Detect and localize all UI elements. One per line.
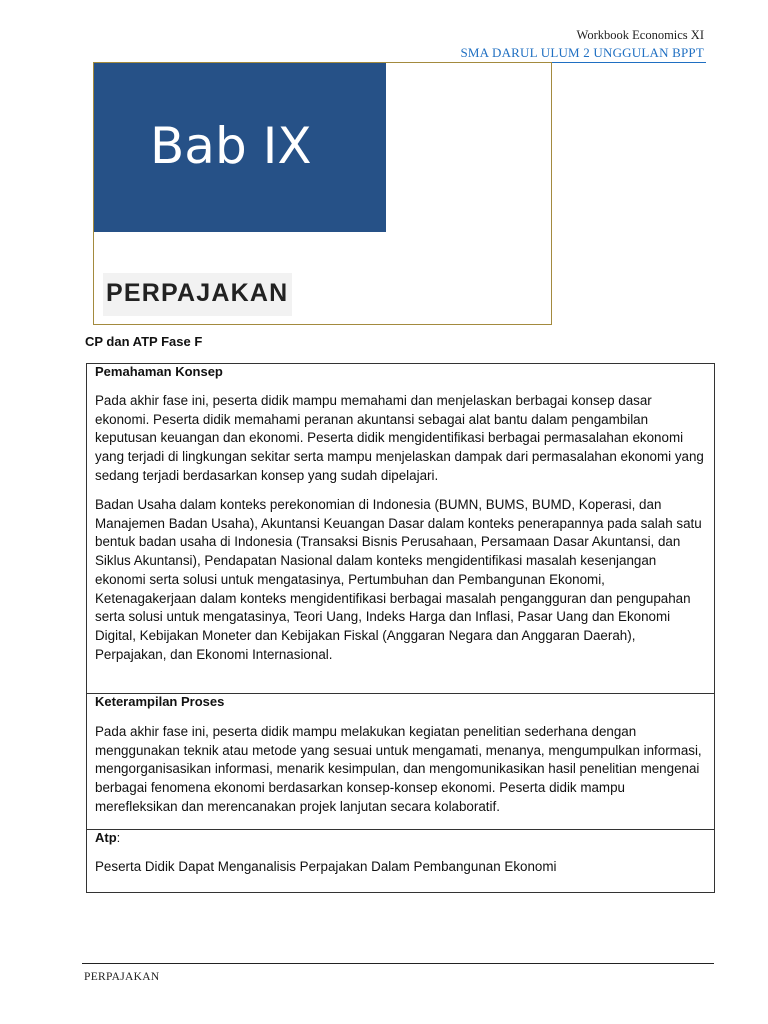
skills-paragraph: Pada akhir fase ini, peserta didik mampu melakukan kegiatan penelitian sederhana dengan menggunakan teknik atau metode yang sesuai untuk mengamati, menanya, mengumpulkan informasi, mengorganisasikan informasi, menarik kesimpulan, dan mengomunikasikan hasil penelitian mengenai berbagai fenomena ekonomi berdasarkan konsep-konsep ekonomi. Peserta didik mampu merefleksikan dan merencanakan projek lanjutan secara kolaboratif. <box>95 724 702 814</box>
chapter-title-block <box>94 63 386 232</box>
concept-box <box>86 363 715 694</box>
concept-paragraph-2: Badan Usaha dalam konteks perekonomian di Indonesia (BUMN, BUMS, BUMD, Koperasi, dan Manajemen Badan Usaha), Akuntansi Keuangan Dasar dalam konteks penerapannya pada salah satu bentuk badan usaha di Indonesia (Transaksi Bisnis Perusahaan, Persamaan Dasar Akuntansi, dan Siklus Akuntansi), Pendapatan Nasional dalam konteks mengidentifikasi masalah kesenjangan ekonomi serta solusi untuk mengatasinya, Pertumbuhan dan Pembangunan Ekonomi, Ketenagakerjaan dalam konteks mengidentifikasi berbagai masalah pengangguran dan pengupahan serta solusi untuk mengatasinya, Teori Uang, Indeks Harga dan Inflasi, Pasar Uang dan Ekonomi Digital, Kebijakan Moneter dan Kebijakan Fiskal (Anggaran Negara dan Anggaran Daerah), Perpajakan, dan Ekonomi Internasional. <box>95 497 702 662</box>
chapter-topic: PERPAJAKAN <box>103 273 292 316</box>
atp-box <box>86 829 715 893</box>
page-header-title: Workbook Economics XI <box>576 28 704 42</box>
page-header-school: SMA DARUL ULUM 2 UNGGULAN BPPT <box>460 45 704 60</box>
section-title: CP dan ATP Fase F <box>85 334 203 349</box>
atp-heading-row <box>95 830 120 846</box>
chapter-cover <box>93 62 552 325</box>
atp-text: Peserta Didik Dapat Menganalisis Perpajakan Dalam Pembangunan Ekonomi <box>95 859 557 874</box>
atp-heading: Atp <box>95 830 117 845</box>
chapter-number: Bab IX <box>150 117 312 175</box>
concept-paragraph-1: Pada akhir fase ini, peserta didik mampu memahami dan menjelaskan berbagai konsep dasar ekonomi. Peserta didik memahami peranan akuntansi sebagai alat bantu dalam pengambilan keputusan keuangan dan ekonomi. Peserta didik mengidentifikasi berbagai permasalahan ekonomi yang terjadi di lingkungan sekitar serta mampu menjelaskan dampak dari permasalahan ekonomi yang sedang terjadi berdasarkan konsep yang sudah dipelajari. <box>95 393 704 483</box>
skills-box <box>86 693 715 830</box>
footer-rule <box>82 963 714 964</box>
footer-text: PERPAJAKAN <box>84 971 160 983</box>
atp-heading-colon: : <box>116 830 121 845</box>
skills-heading: Keterampilan Proses <box>95 694 225 709</box>
concept-heading: Pemahaman Konsep <box>95 364 223 379</box>
